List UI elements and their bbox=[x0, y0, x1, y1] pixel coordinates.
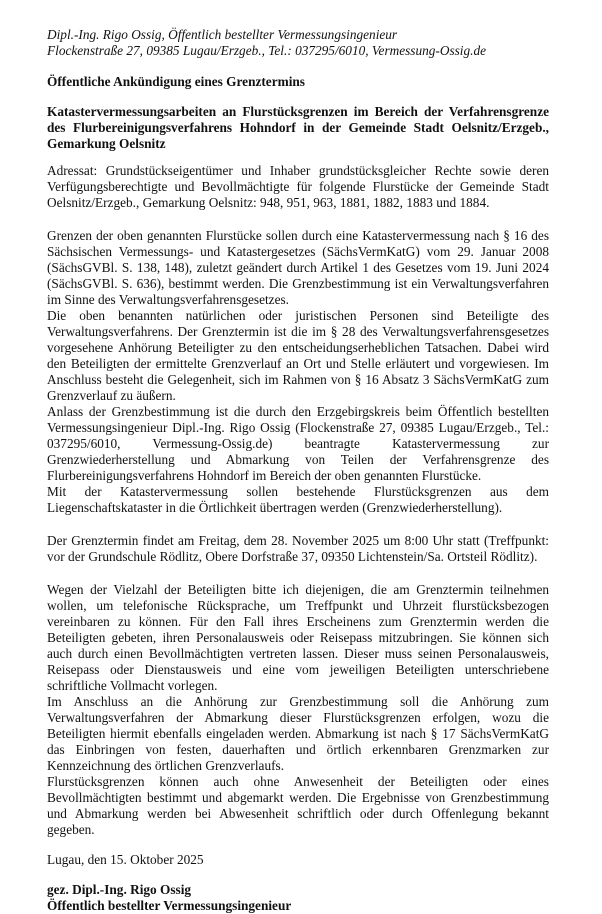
body-paragraph-5: Wegen der Vielzahl der Beteiligten bitte ich diejenigen, die am Grenztermin teilnehmen wollen, um telefonische Rücksprache, um Treffpunkt und Uhrzeit flurstücksbezogen vereinbaren zu können. Für den Fall ihres Erscheinens zum Grenztermin werden die Beteiligten gebeten, ihren Personalausweis oder Reisepass mitzubringen. Sie können sich auch durch einen Bevollmächtigten vertreten lassen. Dieser muss seinen Personalausweis, Reisepass oder Dienstausweis und eine vom jeweiligen Beteiligten unterschriebene schriftliche Vollmacht vorlegen. bbox=[47, 582, 549, 693]
place-date: Lugau, den 15. Oktober 2025 bbox=[47, 852, 204, 867]
body-paragraph-4: Mit der Katastervermessung sollen bestehende Flurstücksgrenzen aus dem Liegenschaftskataster in die Örtlichkeit übertragen werden (Grenzwiederherstellung). bbox=[47, 484, 549, 515]
letterhead-name: Dipl.-Ing. Rigo Ossig, Öffentlich bestellter Vermessungsingenieur bbox=[47, 27, 398, 42]
body-paragraph-3: Anlass der Grenzbestimmung ist die durch den Erzgebirgskreis beim Öffentlich bestellten Vermessungsingenieur Dipl.-Ing. Rigo Ossig (Flockenstraße 27, 09385 Lugau/Erzgeb., Tel.: 037295/6010, Vermessung-Ossig.de) beantragte Katastervermessung zur Grenzwiederherstellung und Abmarkung von Teilen der Verfahrensgrenze des Flurbereinigungsverfahrens Hohndorf im Bereich der oben genannten Flurstücke. bbox=[47, 404, 549, 483]
letterhead-address: Flockenstraße 27, 09385 Lugau/Erzgeb., Tel.: 037295/6010, Vermessung-Ossig.de bbox=[47, 43, 487, 58]
body-paragraph-1: Grenzen der oben genannten Flurstücke sollen durch eine Katastervermessung nach § 16 des Sächsischen Vermessungs- und Katastergesetzes (SächsVermKatG) vom 29. Januar 2008 (SächsGVBl. S. 138, 148), zuletzt geändert durch Artikel 1 des Gesetzes vom 19. Juni 2024 (SächsGVBl. S. 636), bestimmt werden. Die Grenzbestimmung ist ein Verwaltungsverfahren im Sinne des Verwaltungsverfahrensgesetzes. bbox=[47, 228, 549, 307]
body-paragraph-2: Die oben benannten natürlichen oder juristischen Personen sind Beteiligte des Verwaltungsverfahrens. Der Grenztermin ist die im § 28 des Verwaltungsverfahrensgesetzes vorgesehene Anhörung Beteiligter zu den entscheidungserheblichen Tatsachen. Dabei wird den Beteiligten der ermittelte Grenzverlauf an Ort und Stelle erläutert und vorgewiesen. Im Anschluss besteht die Gelegenheit, sich im Rahmen von § 16 Absatz 3 SächsVermKatG zum Grenzverlauf zu äußern. bbox=[47, 308, 549, 403]
appointment-paragraph: Der Grenztermin findet am Freitag, dem 28. November 2025 um 8:00 Uhr statt (Treffpunkt: vor der Grundschule Rödlitz, Obere Dorfstraße 37, 09350 Lichtenstein/Sa. Ortsteil Rödlitz). bbox=[47, 533, 549, 564]
signature-block bbox=[47, 882, 549, 914]
signature-name: gez. Dipl.-Ing. Rigo Ossig bbox=[47, 882, 192, 897]
signature-role: Öffentlich bestellter Vermessungsingenieur bbox=[47, 898, 292, 913]
body-paragraph-6: Im Anschluss an die Anhörung zur Grenzbestimmung soll die Anhörung zum Verwaltungsverfahren der Abmarkung dieser Flurstücksgrenzen erfolgen, wozu die Beteiligten hiermit ebenfalls eingeladen werden. Abmarkung ist nach § 17 SächsVermKatG das Einbringen von festen, dauerhaften und örtlich erkennbaren Grenzmarken zur Kennzeichnung des örtlichen Grenzverlaufs. bbox=[47, 694, 549, 773]
addressee-paragraph: Adressat: Grundstückseigentümer und Inhaber grundstücksgleicher Rechte sowie deren Verfügungsberechtigte und Bevollmächtigte für folgende Flurstücke der Gemeinde Stadt Oelsnitz/Erzgeb., Gemarkung Oelsnitz: 948, 951, 963, 1881, 1882, 1883 und 1884. bbox=[47, 163, 549, 210]
subject-heading: Katastervermessungsarbeiten an Flurstücksgrenzen im Bereich der Verfahrensgrenze des Flurbereinigungsverfahrens Hohndorf in der Gemeinde Stadt Oelsnitz/Erzgeb., Gemarkung Oelsnitz bbox=[47, 104, 549, 151]
document-page bbox=[47, 27, 549, 914]
body-paragraph-7: Flurstücksgrenzen können auch ohne Anwesenheit der Beteiligten oder eines Bevollmächtigten bestimmt und abgemarkt werden. Die Ergebnisse von Grenzbestimmung und Abmarkung werden bei Abwesenheit schriftlich oder durch Offenlegung bekannt gegeben. bbox=[47, 774, 549, 837]
announcement-title: Öffentliche Ankündigung eines Grenztermins bbox=[47, 74, 305, 89]
letterhead bbox=[47, 27, 549, 59]
